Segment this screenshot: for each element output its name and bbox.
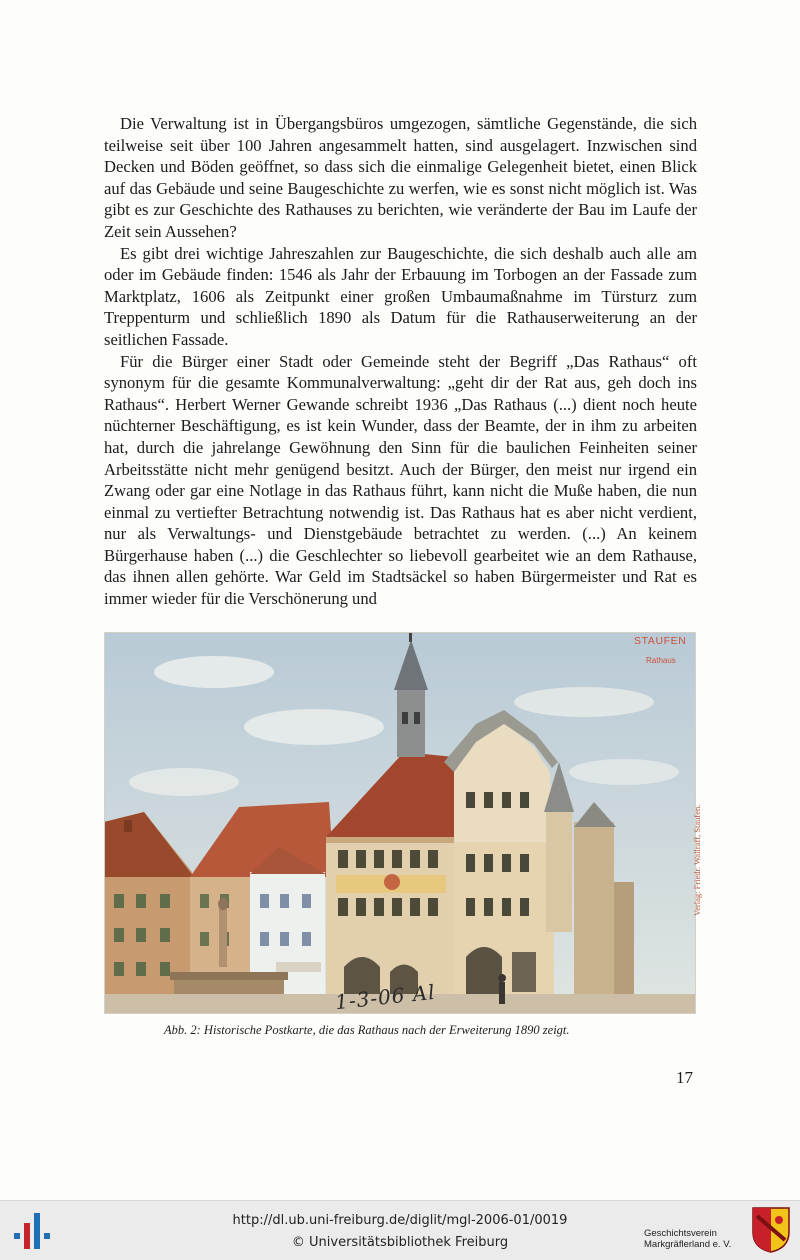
society-line-2: Markgräflerland e. V. — [644, 1239, 732, 1250]
society-crest-icon[interactable] — [751, 1206, 791, 1254]
town-hall-illustration — [104, 632, 696, 1014]
paragraph-3: Für die Bürger einer Stadt oder Gemeinde steht der Begriff „Das Rathaus“ oft synonym für die gesamte Kommunalverwaltung: „geht dir der Rat aus, geh doch ins Rathaus“. Herbert Werner Gewande schreibt 1936 „Das Rathaus (...) dient noch heute nüchterner Beschäftigung, es ist kein Wunder, dass der Beamte, der in ihm zu arbeiten hat, durch die jahrelange Gewöhnung den Sinn für die baulichen Feinheiten seiner Arbeitsstätte nicht mehr genügend besitzt. Auch der Bürger, den meist nur irgend ein Zwang oder gar eine Notlage in das Rathaus führt, kann nicht die Muße haben, die nun einmal zu vertiefter Betrachtung notwendig ist. Das Rathaus hat es aber nicht verdient, nur als Verwaltungs- und Dienstgebäude betrachtet zu werden. (...) An keinem Bürgerhause haben (...) die Geschlechter so liebevoll gearbeitet wie an dem Rathause, das ihnen allen gehörte. War Geld im Stadtsäckel so haben Bürgermeister und Rat es immer wieder für die Verschönerung und — [104, 351, 697, 609]
page-number: 17 — [676, 1068, 693, 1087]
society-name[interactable] — [644, 1228, 731, 1250]
historic-postcard-image — [104, 632, 696, 1014]
postcard-stamp-title: STAUFEN — [634, 635, 687, 647]
paragraph-2: Es gibt drei wichtige Jahreszahlen zur Baugeschichte, die sich deshalb auch alle am oder im Gebäude finden: 1546 als Jahr der Erbauung im Torbogen an der Fassade zum Marktplatz, 1606 als Zeitpunkt einer großen Umbaumaßnahme im Türsturz zum Treppenturm und schließlich 1890 als Datum für die Rathauserweiterung an der seitlichen Fassade. — [104, 243, 697, 349]
postcard-stamp-subtitle: Rathaus — [646, 656, 676, 665]
figure-caption: Abb. 2: Historische Postkarte, die das Rathaus nach der Erweiterung 1890 zeigt. — [164, 1023, 570, 1037]
postcard-publisher: Verlag: Friedr. Wallraff, Staufen. — [692, 804, 702, 916]
permalink-url[interactable]: http://dl.ub.uni-freiburg.de/diglit/mgl-2006-01/0019 — [232, 1213, 568, 1228]
copyright-text: © Universitätsbibliothek Freiburg — [291, 1235, 509, 1250]
postcard-handwritten-date: 1-3-06 Al — [334, 979, 437, 1015]
society-line-1: Geschichtsverein — [644, 1228, 717, 1239]
body-text — [104, 113, 697, 610]
paragraph-1: Die Verwaltung ist in Übergangsbüros umgezogen, sämtliche Gegenstände, die sich teilweise seit über 100 Jahren angesammelt hatten, sind ausgelagert. Inzwischen sind Decken und Böden geöffnet, so dass sich die einmalige Gelegenheit bietet, einen Blick auf das Gebäude und seine Baugeschichte zu werfen, wie es sonst nicht möglich ist. Was gibt es zur Geschichte des Rathauses zu berichten, wie veränderte der Bau im Laufe der Zeit sein Aussehen? — [104, 114, 697, 241]
